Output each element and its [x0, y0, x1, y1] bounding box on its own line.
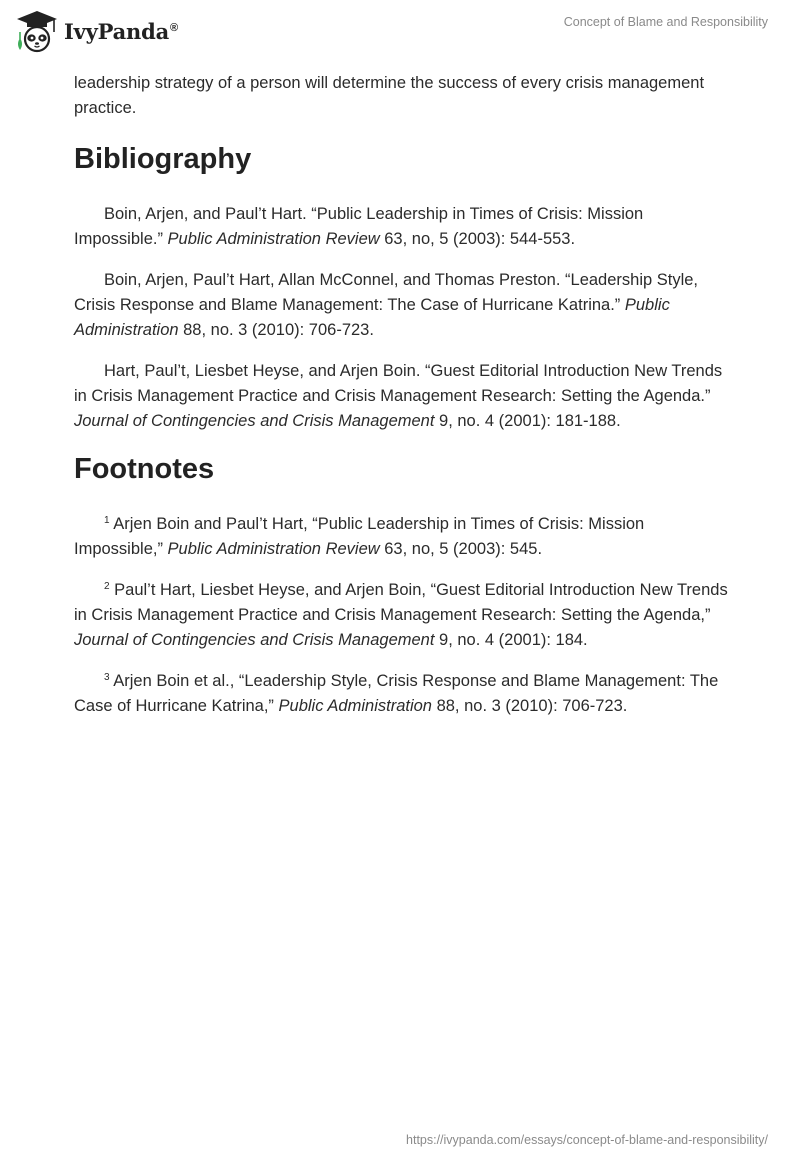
footnote-number: 1: [104, 515, 110, 526]
bibliography-entry: Boin, Arjen, Paul’t Hart, Allan McConnel, and Thomas Preston. “Leadership Style, Crisis Response and Blame Management: The Case of Hurricane Katrina.” Public Administration 88, no. 3 (2010): 706-723.: [74, 271, 699, 339]
bibliography-heading: Bibliography: [74, 143, 252, 175]
footnote-entry: $^1$ Arjen Boin and Paul’t Hart, “Public Leadership in Times of Crisis: Mission Impossible,” Public Administration Review 63, no, 5 (2003): 545.: [74, 515, 645, 558]
footnote-number: 2: [104, 581, 110, 592]
footnote-number: 3: [104, 672, 110, 683]
source-url-link[interactable]: https://ivypanda.com/essays/concept-of-blame-and-responsibility/: [406, 1133, 768, 1147]
bibliography-entry: Hart, Paul’t, Liesbet Heyse, and Arjen Boin. “Guest Editorial Introduction New Trends in Crisis Management Practice and Crisis Management Research: Setting the Agenda.” Journal of Contingencies and Crisis Management 9, no. 4 (2001): 181-188.: [74, 362, 723, 430]
ivypanda-logo[interactable]: [14, 8, 178, 54]
brand-name: IvyPanda®: [64, 18, 178, 44]
footnote-entry: $^3$ Arjen Boin et al., “Leadership Style, Crisis Response and Blame Management: The Case of Hurricane Katrina,” Public Administration 88, no. 3 (2010): 706-723.: [74, 672, 719, 715]
footnotes-heading: Footnotes: [74, 453, 215, 485]
bibliography-entry: Boin, Arjen, and Paul’t Hart. “Public Leadership in Times of Crisis: Mission Impossible.” Public Administration Review 63, no, 5 (2003): 544-553.: [74, 205, 644, 248]
article-body: [74, 71, 734, 735]
footnote-entry: $^2$ Paul’t Hart, Liesbet Heyse, and Arjen Boin, “Guest Editorial Introduction New Trends in Crisis Management Practice and Crisis Management Research: Setting the Agenda,” Journal of Contingencies and Crisis Management 9, no. 4 (2001): 184.: [74, 581, 728, 649]
panda-graduate-icon: [14, 8, 60, 54]
intro-paragraph: leadership strategy of a person will determine the success of every crisis management practice.: [74, 74, 705, 117]
document-title: Concept of Blame and Responsibility: [563, 15, 768, 29]
page-header: [0, 0, 800, 66]
